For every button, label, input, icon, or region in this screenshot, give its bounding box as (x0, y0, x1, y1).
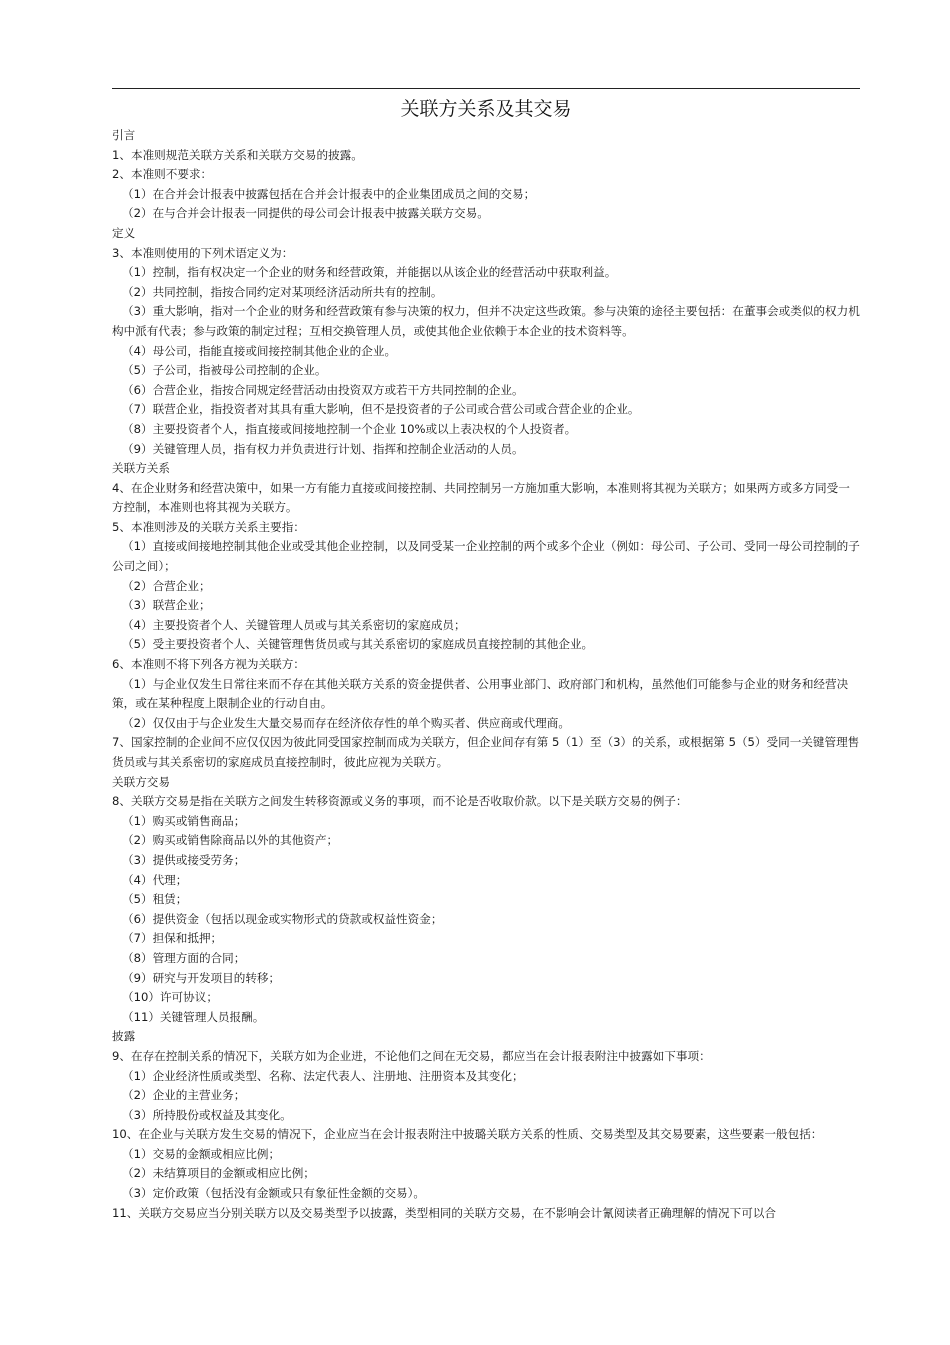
list-item: （10）许可协议； (122, 990, 218, 1005)
paragraph: 7、国家控制的企业间不应仅仅因为彼此同受国家控制而成为关联方，但企业间存有第 5（1）至（3）的关系，或根据第 5（5）受同一关键管理售货员或与其关系密切的家庭成员直接控制时，彼此应视为关联方。 (112, 735, 860, 769)
list-item: （9）研究与开发项目的转移； (122, 970, 281, 985)
list-item: （9）关键管理人员，指有权力并负责进行计划、指挥和控制企业活动的人员。 (122, 441, 524, 456)
paragraph: 8、关联方交易是指在关联方之间发生转移资源或义务的事项，而不论是否收取价款。以下是关联方交易的例子： (112, 794, 688, 809)
list-item: （5）受主要投资者个人、关键管理售货员或与其关系密切的家庭成员直接控制的其他企业。 (122, 637, 594, 652)
list-item: （2）共同控制，指按合同约定对某项经济活动所共有的控制。 (122, 284, 443, 299)
paragraph: 11、关联方交易应当分别关联方以及交易类型予以披露，类型相同的关联方交易，在不影响会计氰阅读者正确理解的情况下可以合 (112, 1205, 777, 1220)
list-item: （6）提供资金（包括以现金或实物形式的贷款或权益性资金； (122, 911, 443, 926)
list-item: （6）合营企业，指按合同规定经营活动由投资双方或若干方共同控制的企业。 (122, 382, 524, 397)
paragraph: 2、本准则不要求： (112, 167, 213, 182)
list-item: （1）直接或间接地控制其他企业或受其他企业控制，以及同受某一企业控制的两个或多个企业（例如：母公司、子公司、受同一母公司控制的子公司之间）； (112, 539, 860, 574)
list-item: （4）母公司，指能直接或间接控制其他企业的企业。 (122, 343, 397, 358)
list-item: （3）定价政策（包括没有金额或只有象征性金额的交易）。 (122, 1186, 426, 1201)
list-item: （2）仅仅由于与企业发生大量交易而存在经济依存性的单个购买者、供应商或代理商。 (122, 715, 570, 730)
list-item: （2）购买或销售除商品以外的其他资产； (122, 833, 339, 848)
list-item: （1）控制，指有权决定一个企业的财务和经营政策，并能据以从该企业的经营活动中获取利益。 (122, 265, 617, 280)
list-item: （7）联营企业，指投资者对其具有重大影响，但不是投资者的子公司或合营公司或合营企业的企业。 (122, 402, 640, 417)
list-item: （2）在与合并会计报表一同提供的母公司会计报表中披露关联方交易。 (122, 206, 489, 221)
list-item: （11）关键管理人员报酬。 (122, 1009, 265, 1024)
list-item: （5）租赁； (122, 892, 188, 907)
list-item: （4）主要投资者个人、关键管理人员或与其关系密切的家庭成员； (122, 617, 466, 632)
paragraph: 3、本准则使用的下列术语定义为： (112, 245, 294, 260)
paragraph: 6、本准则不将下列各方视为关联方： (112, 657, 305, 672)
header-rule (112, 88, 860, 89)
list-item: （1）在合并会计报表中披露包括在合并会计报表中的企业集团成员之间的交易； (122, 186, 536, 201)
list-item: （1）交易的金额或相应比例； (122, 1146, 281, 1161)
paragraph: 9、在存在控制关系的情况下，关联方如为企业进，不论他们之间在无交易，都应当在会计报表附注中披露如下事项： (112, 1048, 711, 1063)
list-item: （7）担保和抵押； (122, 931, 223, 946)
list-item: （3）重大影响，指对一个企业的财务和经营政策有参与决策的权力，但并不决定这些政策。参与决策的途径主要包括：在董事会或类似的权力机构中派有代表；参与政策的制定过程；互相交换管理人员，或使其他企业依赖于本企业的技术资料等。 (112, 304, 860, 338)
list-item: （2）合营企业； (122, 578, 211, 593)
paragraph: 1、本准则规范关联方关系和关联方交易的披露。 (112, 147, 363, 162)
list-item: （4）代理； (122, 872, 188, 887)
section-heading: 披露 (112, 1029, 136, 1044)
list-item: （3）所持股份或权益及其变化。 (122, 1107, 292, 1122)
section-heading: 定义 (112, 225, 136, 240)
list-item: （8）管理方面的合同； (122, 950, 246, 965)
list-item: （8）主要投资者个人，指直接或间接地控制一个企业 10%或以上表决权的个人投资者。 (122, 421, 577, 436)
document-body (112, 126, 860, 1223)
paragraph: 5、本准则涉及的关联方关系主要指： (112, 519, 305, 534)
list-item: （1）购买或销售商品； (122, 813, 246, 828)
list-item: （2）未结算项目的金额或相应比例； (122, 1166, 315, 1181)
section-heading: 关联方交易 (112, 774, 170, 789)
document-title: 关联方关系及其交易 (400, 98, 572, 120)
list-item: （5）子公司，指被母公司控制的企业。 (122, 363, 327, 378)
list-item: （1）与企业仅发生日常往来而不存在其他关联方关系的资金提供者、公用事业部门、政府部门和机构，虽然他们可能参与企业的财务和经营决策，或在某种程度上限制企业的行动自由。 (112, 676, 849, 711)
paragraph: 10、在企业与关联方发生交易的情况下，企业应当在会计报表附注中披璐关联方关系的性质、交易类型及其交易要素，这些要素一般包括： (112, 1127, 823, 1142)
list-item: （3）提供或接受劳务； (122, 852, 246, 867)
list-item: （1）企业经济性质或类型、名称、法定代表人、注册地、注册资本及其变化； (122, 1068, 524, 1083)
list-item: （2）企业的主营业务； (122, 1088, 246, 1103)
paragraph: 4、在企业财务和经营决策中，如果一方有能力直接或间接控制、共同控制另一方施加重大影响，本准则将其视为关联方；如果两方或多方同受一方控制，本准则也将其视为关联方。 (112, 480, 850, 515)
section-heading: 引言 (112, 128, 136, 142)
list-item: （3）联营企业； (122, 598, 211, 613)
section-heading: 关联方关系 (112, 461, 170, 476)
